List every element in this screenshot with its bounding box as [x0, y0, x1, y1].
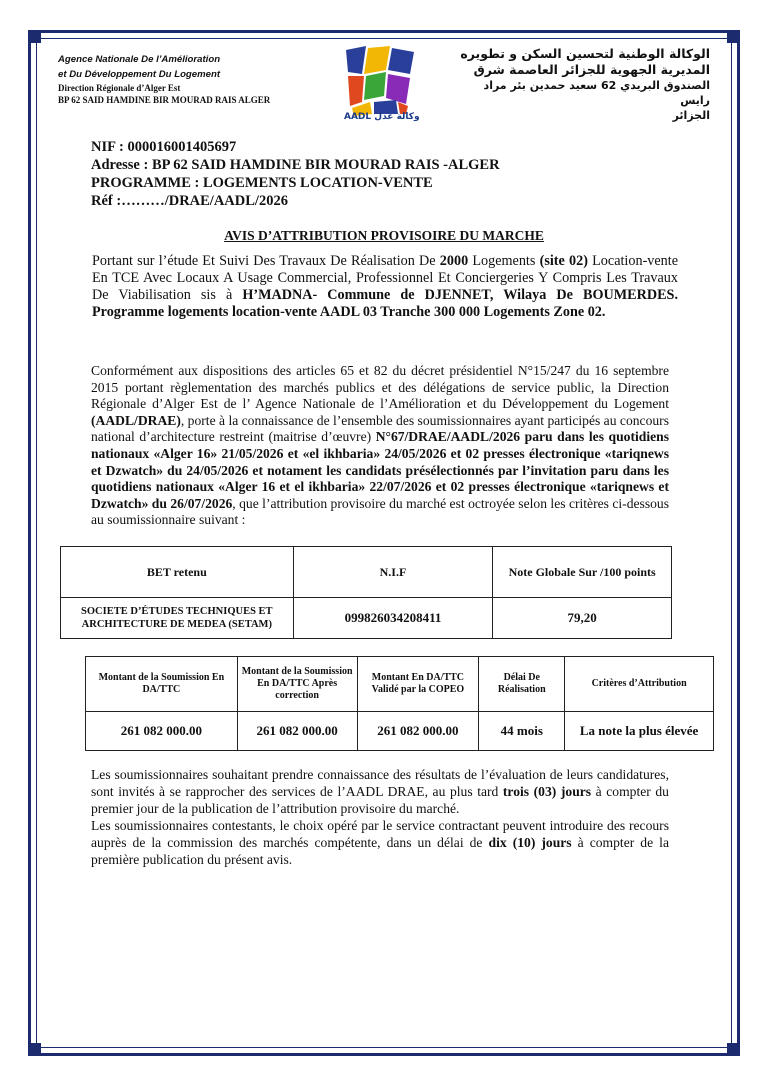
table-header-cell: Critères d’Attribution	[565, 657, 714, 712]
table-header-cell: Montant de la Soumission En DA/TTC Après correction	[237, 657, 357, 712]
table-header-cell: BET retenu	[61, 547, 294, 598]
table-header-cell: N.I.F	[293, 547, 493, 598]
table-cell: 261 082 000.00	[357, 712, 479, 751]
table-header-row	[61, 547, 672, 598]
text: à compter de la première publication du présent avis.	[91, 835, 669, 867]
table-cell: SOCIETE D’ÉTUDES TECHNIQUES ET ARCHITECTURE DE MEDEA (SETAM)	[61, 598, 294, 639]
header-right	[460, 46, 710, 123]
header-left-line4: BP 62 SAID HAMDINE BIR MOURAD RAIS ALGER	[58, 95, 271, 105]
text: Les soumissionnaires contestants, le choix opéré par le service contractant peuvent introduire des recours auprès de la commission des marchés compétente, dans un délai de	[91, 818, 669, 850]
table-header-cell: Montant de la Soumission En DA/TTC	[86, 657, 238, 712]
table-row	[86, 712, 714, 751]
header-right-line4: الجزائر	[672, 109, 710, 122]
header-left-line1: Agence Nationale De l’Amélioration	[58, 54, 221, 65]
table-cell: 261 082 000.00	[237, 712, 357, 751]
text: , que l’attribution provisoire du marché est octroyée selon les critères ci-dessous au soumissionnaire suivant :	[91, 495, 670, 528]
border-corner	[29, 1043, 41, 1055]
table-cell: 261 082 000.00	[86, 712, 238, 751]
bold-text: (AADL/DRAE)	[91, 412, 181, 428]
object-paragraph	[92, 253, 678, 321]
table-cell: 099826034208411	[293, 598, 493, 639]
bold-text: N°67/DRAE/AADL/2026 paru dans les quotidiens nationaux «Alger 16» 21/05/2026 et «el ikhbaria» 24/05/2026 et 02 presses électronique «tariqnews et Dzwatch» du 24/05/2026 et notament les candidats présélectionnés par l’invitation paru dans les quotidiens nationaux «Alger 16 et el ikhbaria» 22/07/2026 et 02 presses électronique «tariqnews et Dzwatch» du 26/07/2026	[91, 429, 669, 511]
text: Conformément aux dispositions des articles 65 et 82 du décret présidentiel N°15/247 du 16 septembre 2015 portant règlementation des marchés publics et des délégations de service public, la Direction Régionale d’Alger Est de l’ Agence Nationale de l’Amélioration et du Développement du Logement	[91, 363, 669, 412]
border-corner	[727, 31, 739, 43]
review-paragraph	[91, 766, 669, 817]
bold-text: H’MADNA- Commune de DJENNET, Wilaya De BOUMERDES. Programme logements location-vente AADL 03 Tranche 300 000 Logements Zone 02.	[92, 287, 678, 320]
bold-text: (site 02)	[539, 253, 588, 269]
bold-text: 2000	[439, 253, 469, 269]
header-left-line2: et Du Développement Du Logement	[58, 69, 221, 80]
text: Les soumissionnaires souhaitant prendre connaissance des résultats de l’évaluation de leurs candidatures, sont invités à se rapprocher des services de l’AADL DRAE, au plus tard	[91, 767, 669, 799]
table-row	[61, 598, 672, 639]
appeal-paragraph	[91, 817, 669, 868]
table-header-row	[86, 657, 714, 712]
table-cell: La note la plus élevée	[565, 712, 714, 751]
table-header-cell: Note Globale Sur /100 points	[493, 547, 672, 598]
text: à compter du premier jour de la publication de l’attribution provisoire du marché.	[91, 784, 669, 816]
logo-caption: AADL وكالة عدل	[344, 112, 420, 122]
closing-paragraphs	[91, 766, 669, 868]
header-right-line3: الصندوق البريدي 62 سعيد حمدين بئر مراد رايس	[483, 79, 710, 107]
text: Location-vente En TCE Avec Locaux A Usage Commercial, Professionnel Et Conciergeries Y Compris Les Travaux De Viabilisation sis à	[92, 253, 679, 303]
text: , porte à la connaissance de l’ensemble des soumissionnaires ayant participés au concours national d’architecture restreint (maitrise d’œuvre)	[91, 412, 669, 445]
reference-line: Réf :………/DRAE/AADL/2026	[91, 193, 288, 209]
main-paragraph	[91, 363, 669, 529]
bold-text: trois (03) jours	[502, 784, 592, 799]
table-header-cell: Montant En DA/TTC Validé par la COPEO	[357, 657, 479, 712]
meta-block	[91, 138, 500, 210]
header-right-line2: المديرية الجهوية للجزائر العاصمة شرق	[473, 62, 710, 77]
text: Logements	[468, 253, 540, 269]
address-line: Adresse : BP 62 SAID HAMDINE BIR MOURAD RAIS -ALGER	[91, 157, 500, 173]
table-cell: 79,20	[493, 598, 672, 639]
notice-title: AVIS D’ATTRIBUTION PROVISOIRE DU MARCHE	[224, 228, 544, 243]
header-left	[58, 52, 318, 106]
bold-text: dix (10) jours	[488, 835, 572, 850]
text: Portant sur l’étude Et Suivi Des Travaux De Réalisation De	[92, 253, 440, 269]
programme-line: PROGRAMME : LOGEMENTS LOCATION-VENTE	[91, 175, 433, 191]
table-cell: 44 mois	[479, 712, 565, 751]
table-header-cell: Délai De Réalisation	[479, 657, 565, 712]
border-corner	[29, 31, 41, 43]
winner-table	[60, 546, 672, 639]
header-left-line3: Direction Régionale d’Alger Est	[58, 83, 181, 93]
amounts-table	[85, 656, 714, 751]
notice-title-wrap	[0, 228, 768, 244]
header-right-line1: الوكالة الوطنية لتحسين السكن و تطويره	[460, 46, 710, 61]
nif-line: NIF : 000016001405697	[91, 139, 237, 155]
border-corner	[727, 1043, 739, 1055]
